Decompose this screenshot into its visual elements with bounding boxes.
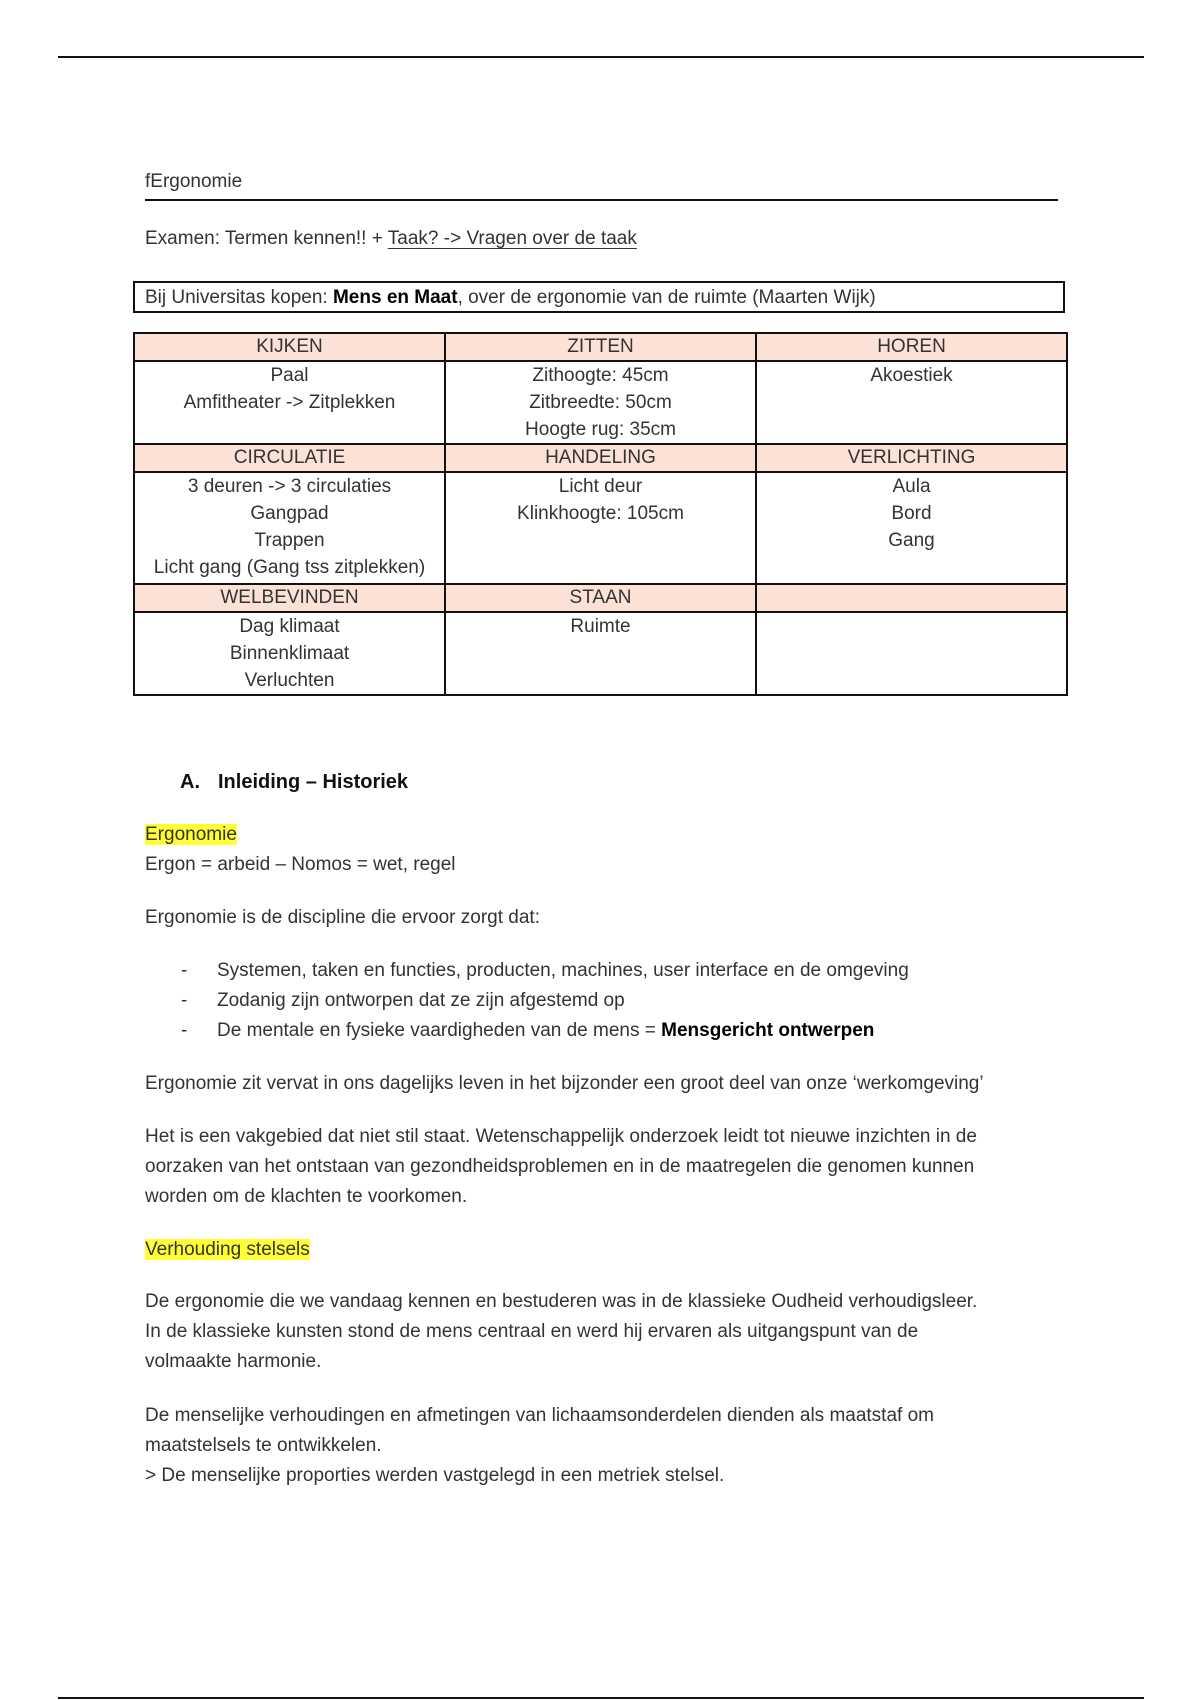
header-circulatie: CIRCULATIE bbox=[134, 444, 445, 472]
cell-line: Licht deur bbox=[558, 476, 643, 497]
header-kijken: KIJKEN bbox=[134, 333, 445, 361]
cell-empty bbox=[756, 612, 1067, 695]
list-item bbox=[145, 986, 1045, 1016]
cell-line: Trappen bbox=[254, 530, 325, 551]
paragraph-line: oorzaken van het ontstaan van gezondheidsproblemen en in de maatregelen die genomen kunnen bbox=[145, 1156, 975, 1177]
ergonomie-paragraph-2 bbox=[145, 1122, 1045, 1212]
exam-note bbox=[145, 228, 637, 250]
cell-line: Zithoogte: 45cm bbox=[532, 365, 669, 386]
book-prefix: Bij Universitas kopen: bbox=[145, 287, 333, 308]
bullet-bold-term: Mensgericht ontwerpen bbox=[661, 1020, 875, 1041]
bullet-text: Zodanig zijn ontworpen dat ze zijn afgestemd op bbox=[217, 990, 625, 1011]
document-title: fErgonomie bbox=[145, 171, 243, 192]
exam-note-underlined: Taak? -> Vragen over de taak bbox=[387, 228, 637, 249]
paragraph-line: De ergonomie die we vandaag kennen en bestuderen was in de klassieke Oudheid verhoudigsleer. bbox=[145, 1291, 978, 1312]
bullet-text: De mentale en fysieke vaardigheden van de mens = bbox=[217, 1020, 662, 1041]
header-horen: HOREN bbox=[756, 333, 1067, 361]
section-title: Inleiding – Historiek bbox=[218, 771, 409, 793]
ergonomie-bullet-list bbox=[145, 956, 1045, 1046]
verhouding-paragraph-1 bbox=[145, 1287, 1045, 1377]
table-row bbox=[134, 612, 1067, 695]
table-row bbox=[134, 472, 1067, 584]
cell-line: Hoogte rug: 35cm bbox=[524, 419, 677, 440]
page-bottom-rule bbox=[58, 1697, 1144, 1699]
bullet-dash: - bbox=[181, 960, 188, 981]
cell-line: Licht gang (Gang tss zitplekken) bbox=[153, 557, 426, 578]
highlighted-term-verhouding: Verhouding stelsels bbox=[145, 1239, 310, 1260]
cell-line: Ruimte bbox=[570, 616, 631, 637]
table-row bbox=[134, 361, 1067, 444]
cell-line: Aula bbox=[892, 476, 931, 497]
cell-line: Klinkhoogte: 105cm bbox=[517, 503, 684, 524]
ergonomie-intro: Ergonomie is de discipline die ervoor zorgt dat: bbox=[145, 907, 540, 928]
cell-line: Gangpad bbox=[250, 503, 329, 524]
page-top-rule bbox=[58, 56, 1144, 58]
cell-welbevinden bbox=[134, 612, 445, 695]
highlighted-term-ergonomie: Ergonomie bbox=[145, 824, 237, 845]
cell-line: Dag klimaat bbox=[239, 616, 340, 637]
cell-line: Akoestiek bbox=[870, 365, 953, 386]
exam-note-prefix: Examen: Termen kennen!! + bbox=[145, 228, 388, 249]
header-handeling: HANDELING bbox=[445, 444, 756, 472]
ergonomics-aspects-table bbox=[133, 332, 1068, 696]
cell-horen bbox=[756, 361, 1067, 444]
book-title: Mens en Maat bbox=[332, 287, 458, 308]
cell-line: Verluchten bbox=[244, 670, 335, 691]
cell-zitten bbox=[445, 361, 756, 444]
bullet-dash: - bbox=[181, 990, 188, 1011]
table-header-row bbox=[134, 584, 1067, 612]
bullet-text: Systemen, taken en functies, producten, machines, user interface en de omgeving bbox=[217, 960, 909, 981]
table-header-row bbox=[134, 444, 1067, 472]
cell-line: Zitbreedte: 50cm bbox=[529, 392, 672, 413]
cell-line: 3 deuren -> 3 circulaties bbox=[187, 476, 392, 497]
header-welbevinden: WELBEVINDEN bbox=[134, 584, 445, 612]
section-letter: A. bbox=[180, 771, 200, 793]
section-heading bbox=[180, 771, 408, 794]
ergonomie-label-block bbox=[145, 820, 1045, 880]
paragraph-line: De menselijke verhoudingen en afmetingen van lichaamsonderdelen dienden als maatstaf om bbox=[145, 1405, 934, 1426]
paragraph-line: In de klassieke kunsten stond de mens centraal en werd hij ervaren als uitgangspunt van de bbox=[145, 1321, 919, 1342]
bullet-dash: - bbox=[181, 1020, 188, 1041]
cell-staan bbox=[445, 612, 756, 695]
cell-line: Gang bbox=[888, 530, 935, 551]
ergonomie-paragraph-1: Ergonomie zit vervat in ons dagelijks leven in het bijzonder een groot deel van onze ‘werkomgeving’ bbox=[145, 1073, 984, 1094]
cell-circulatie bbox=[134, 472, 445, 584]
cell-handeling bbox=[445, 472, 756, 584]
title-underline bbox=[145, 199, 1058, 201]
list-item bbox=[145, 956, 1045, 986]
paragraph-line: > De menselijke proporties werden vastgelegd in een metriek stelsel. bbox=[145, 1465, 725, 1486]
table-header-row bbox=[134, 333, 1067, 361]
book-suffix: , over de ergonomie van de ruimte (Maarten Wijk) bbox=[457, 287, 876, 308]
paragraph-line: Het is een vakgebied dat niet stil staat. Wetenschappelijk onderzoek leidt tot nieuwe inzichten in de bbox=[145, 1126, 977, 1147]
paragraph-line: volmaakte harmonie. bbox=[145, 1351, 322, 1372]
paragraph-line: maatstelsels te ontwikkelen. bbox=[145, 1435, 382, 1456]
cell-line: Amfitheater -> Zitplekken bbox=[183, 392, 396, 413]
cell-line: Binnenklimaat bbox=[229, 643, 350, 664]
list-item bbox=[145, 1016, 1045, 1046]
paragraph-line: worden om de klachten te voorkomen. bbox=[145, 1186, 468, 1207]
cell-line: Paal bbox=[270, 365, 309, 386]
header-zitten: ZITTEN bbox=[445, 333, 756, 361]
header-empty bbox=[756, 584, 1067, 612]
cell-verlichting bbox=[756, 472, 1067, 584]
ergonomie-definition: Ergon = arbeid – Nomos = wet, regel bbox=[145, 854, 456, 875]
verhouding-label-block bbox=[145, 1235, 1045, 1265]
cell-line: Bord bbox=[891, 503, 932, 524]
verhouding-paragraph-2 bbox=[145, 1401, 1045, 1491]
header-verlichting: VERLICHTING bbox=[756, 444, 1067, 472]
header-staan: STAAN bbox=[445, 584, 756, 612]
book-recommendation-box bbox=[133, 281, 1065, 313]
cell-kijken bbox=[134, 361, 445, 444]
